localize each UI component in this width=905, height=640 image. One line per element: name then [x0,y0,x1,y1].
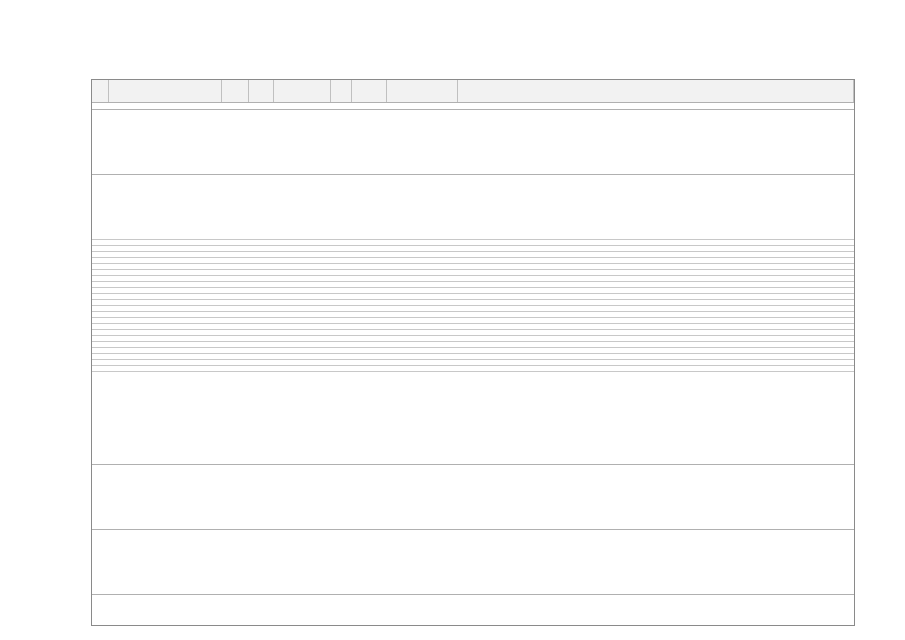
indicator-row [92,465,854,530]
indicator-row [92,175,854,240]
indicator-row [92,400,854,465]
header-calculation-method [274,80,331,102]
header-year-values [458,80,854,102]
indicator-row [92,530,854,595]
header-executor [352,80,387,102]
header-indicator-name [109,80,222,102]
budget-code-rows [92,234,854,374]
header-budget-codes [387,80,458,102]
table-header-row [92,80,854,103]
budget-table [91,79,855,626]
header-period [331,80,352,102]
indicator-row [92,110,854,175]
column-number-row [92,103,854,110]
header-unit [222,80,249,102]
header-coefficient [249,80,274,102]
header-number [92,80,109,102]
